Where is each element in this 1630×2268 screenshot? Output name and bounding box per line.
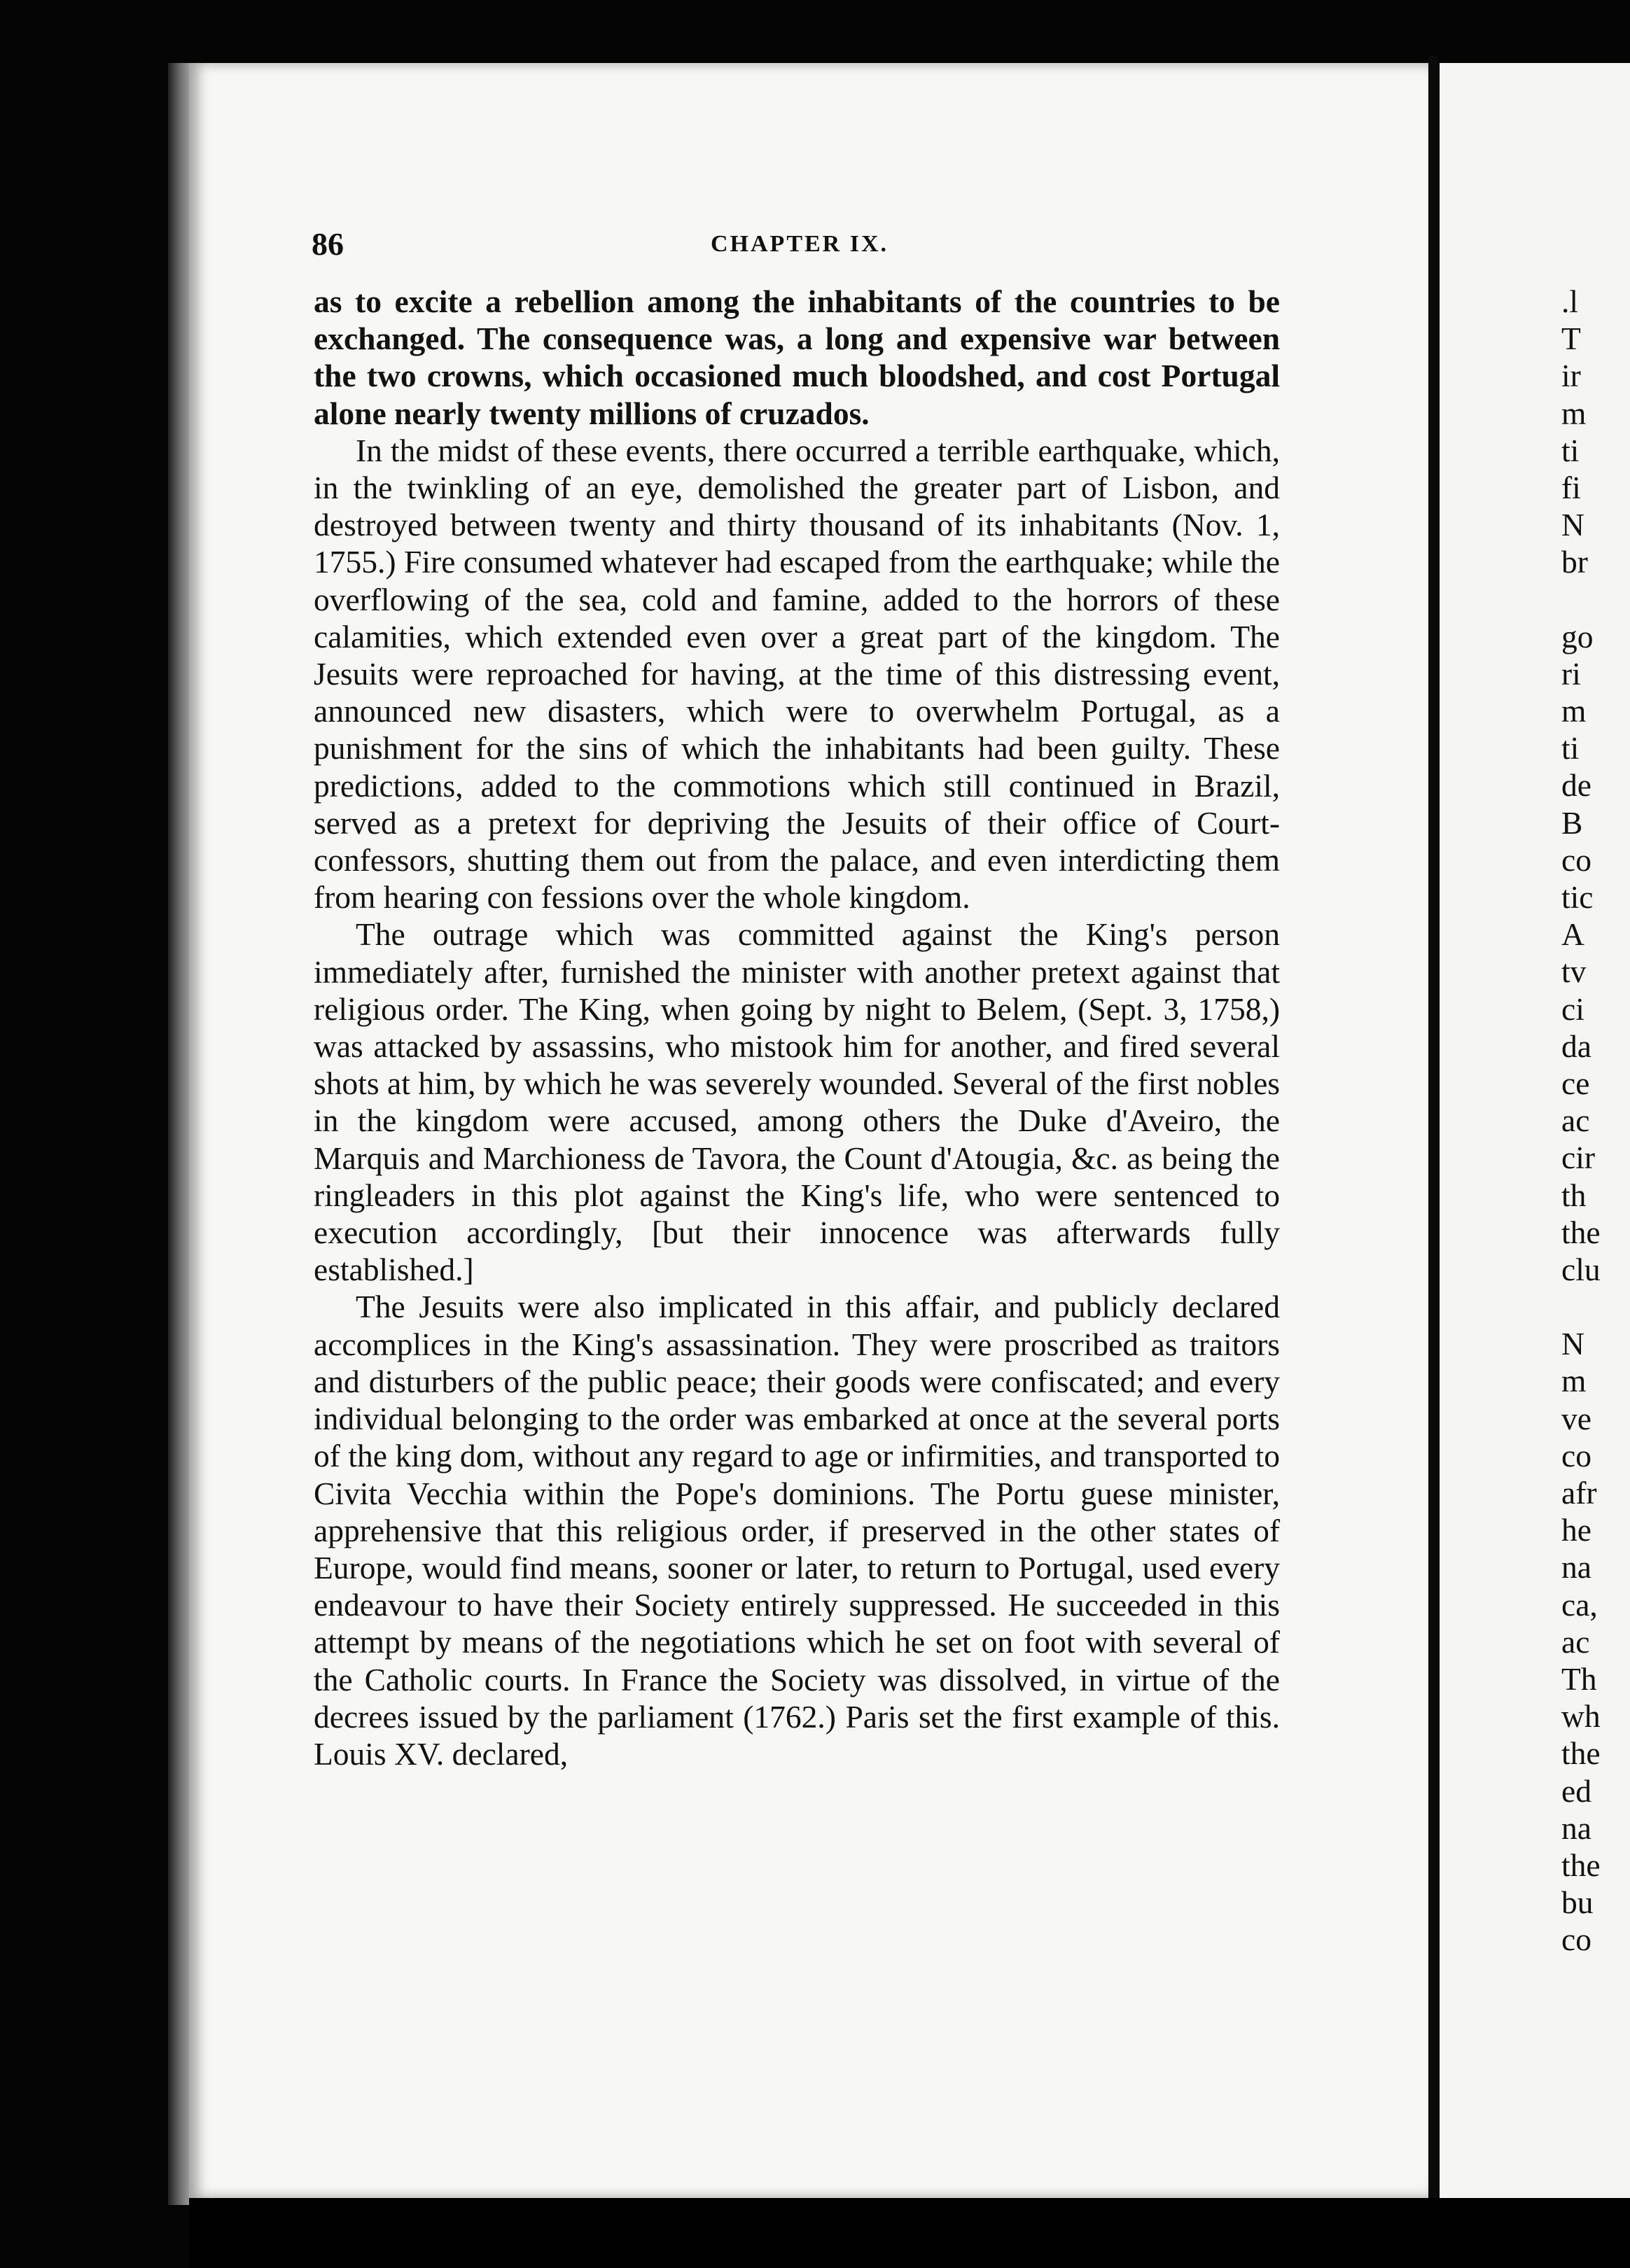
facing-page-line: ca, bbox=[1561, 1586, 1598, 1623]
facing-page-line: ir bbox=[1561, 358, 1581, 394]
facing-page-line: cir bbox=[1561, 1140, 1595, 1176]
facing-page-line: ti bbox=[1561, 432, 1580, 468]
paragraph-jesuits: The Jesuits were also implicated in this affair, and publicly declared accomplices in the King's assassination. They were proscribed as traitors and disturbers of the public peace; their goods were confiscated; and every individual belonging to the order was embarked at once at the several ports of the king dom, without any regard to age or infirmities, and transported to Civita Vecchia within the Pope's dominions. The Portu guese minister, apprehensive that this religious order, if preserved in the other states of Europe, would find means, sooner or later, to return to Portugal, used every endeavour to have their Society entirely suppressed. He succeeded in this attempt by means of the negotiations which he set on foot with several of the Catholic courts. In France the Society was dissolved, in virtue of the decrees issued by the parliament (1762.) Paris set the first example of this. Louis XV. declared, bbox=[314, 1289, 1280, 1772]
book-gutter bbox=[1428, 56, 1438, 2212]
facing-page-line: the bbox=[1561, 1214, 1601, 1250]
facing-page-line: B bbox=[1561, 804, 1583, 841]
facing-page-line bbox=[1561, 1288, 1630, 1325]
facing-page-line: bu bbox=[1561, 1884, 1594, 1921]
facing-page-line: na bbox=[1561, 1549, 1591, 1586]
facing-page-line: ac bbox=[1561, 1102, 1590, 1139]
page-header bbox=[312, 225, 1292, 267]
paragraph-earthquake: In the midst of these events, there occurred a terrible earthquake, which, in the twinkling of an eye, demolished the greater part of Lisbon, and destroyed between twenty and thirty thousand of its inhabitants (Nov. 1, 1755.) Fire consumed whatever had escaped from the earthquake; while the overflowing of the sea, cold and famine, added to the horrors of these calamities, which extended even over a great part of the kingdom. The Jesuits were reproached for having, at the time of this distressing event, announced new disasters, which were to overwhelm Portugal, as a punishment for the sins of which the inhabitants had been guilty. These predictions, added to the commotions which still continued in Brazil, served as a pretext for depriving the Jesuits of their office of Court-confessors, shutting them out from the palace, and even interdicting them from hearing con fessions over the whole kingdom. bbox=[314, 432, 1280, 916]
facing-page-line: tv bbox=[1561, 953, 1587, 990]
facing-page-line: m bbox=[1561, 1363, 1587, 1399]
facing-page-line: N bbox=[1561, 507, 1584, 543]
facing-page-line: co bbox=[1561, 1921, 1591, 1958]
facing-page-line: the bbox=[1561, 1735, 1601, 1772]
body-text bbox=[314, 283, 1280, 1772]
facing-page-line: ce bbox=[1561, 1065, 1590, 1101]
facing-page-line bbox=[1561, 581, 1630, 618]
facing-page-line: ri bbox=[1561, 655, 1581, 692]
facing-page-line: fi bbox=[1561, 469, 1581, 505]
facing-page-line: ci bbox=[1561, 990, 1584, 1027]
facing-page-line: N bbox=[1561, 1326, 1584, 1362]
facing-page-line: m bbox=[1561, 395, 1587, 431]
facing-page-line: co bbox=[1561, 1437, 1591, 1474]
facing-page-line: ed bbox=[1561, 1772, 1591, 1809]
facing-page-line: .l bbox=[1561, 284, 1579, 319]
facing-page-line: ti bbox=[1561, 730, 1580, 766]
paragraph-continuation: as to excite a rebellion among the inhabitants of the countries to be exchanged. The consequence was, a long and expensive war between the two crowns, which occasioned much bloodshed, and cost Portugal alone nearly twenty millions of cruzados. bbox=[314, 284, 1280, 431]
facing-page-line: th bbox=[1561, 1177, 1587, 1213]
facing-page-line: br bbox=[1561, 544, 1588, 580]
facing-page-line: wh bbox=[1561, 1698, 1601, 1735]
facing-page-line: A bbox=[1561, 916, 1584, 953]
facing-page-line: de bbox=[1561, 767, 1591, 804]
page-number: 86 bbox=[312, 226, 344, 262]
facing-page-line: ve bbox=[1561, 1400, 1591, 1436]
facing-page-line: Th bbox=[1561, 1660, 1597, 1697]
paragraph-assassination: The outrage which was committed against the King's person immediately after, furnished the minister with another pretext against that religious order. The King, when going by night to Belem, (Sept. 3, 1758,) was attacked by assassins, who mistook him for another, and fired several shots at him, by which he was severely wounded. Several of the first nobles in the kingdom were accused, among others the Duke d'Aveiro, the Marquis and Marchioness de Tavora, the Count d'Atougia, &c. as being the ringleaders in this plot against the King's life, who were sentenced to execution accordingly, [but their innocence was afterwards fully established.] bbox=[314, 916, 1280, 1288]
facing-page-line: afr bbox=[1561, 1475, 1597, 1511]
facing-page-line: na bbox=[1561, 1809, 1591, 1846]
scan-bottom-shadow bbox=[189, 2198, 1630, 2268]
facing-page-line: m bbox=[1561, 693, 1587, 729]
facing-page-line: ac bbox=[1561, 1623, 1590, 1660]
facing-page-line: tic bbox=[1561, 879, 1594, 915]
facing-page-line: da bbox=[1561, 1028, 1591, 1064]
running-head: CHAPTER IX. bbox=[711, 231, 889, 257]
facing-page-line: the bbox=[1561, 1847, 1601, 1883]
facing-page-line: go bbox=[1561, 618, 1594, 654]
facing-page-text bbox=[1561, 283, 1630, 1958]
facing-page-line: T bbox=[1561, 321, 1581, 357]
facing-page-line: he bbox=[1561, 1512, 1591, 1548]
facing-page-line: clu bbox=[1561, 1251, 1601, 1287]
facing-page-line: co bbox=[1561, 841, 1591, 878]
